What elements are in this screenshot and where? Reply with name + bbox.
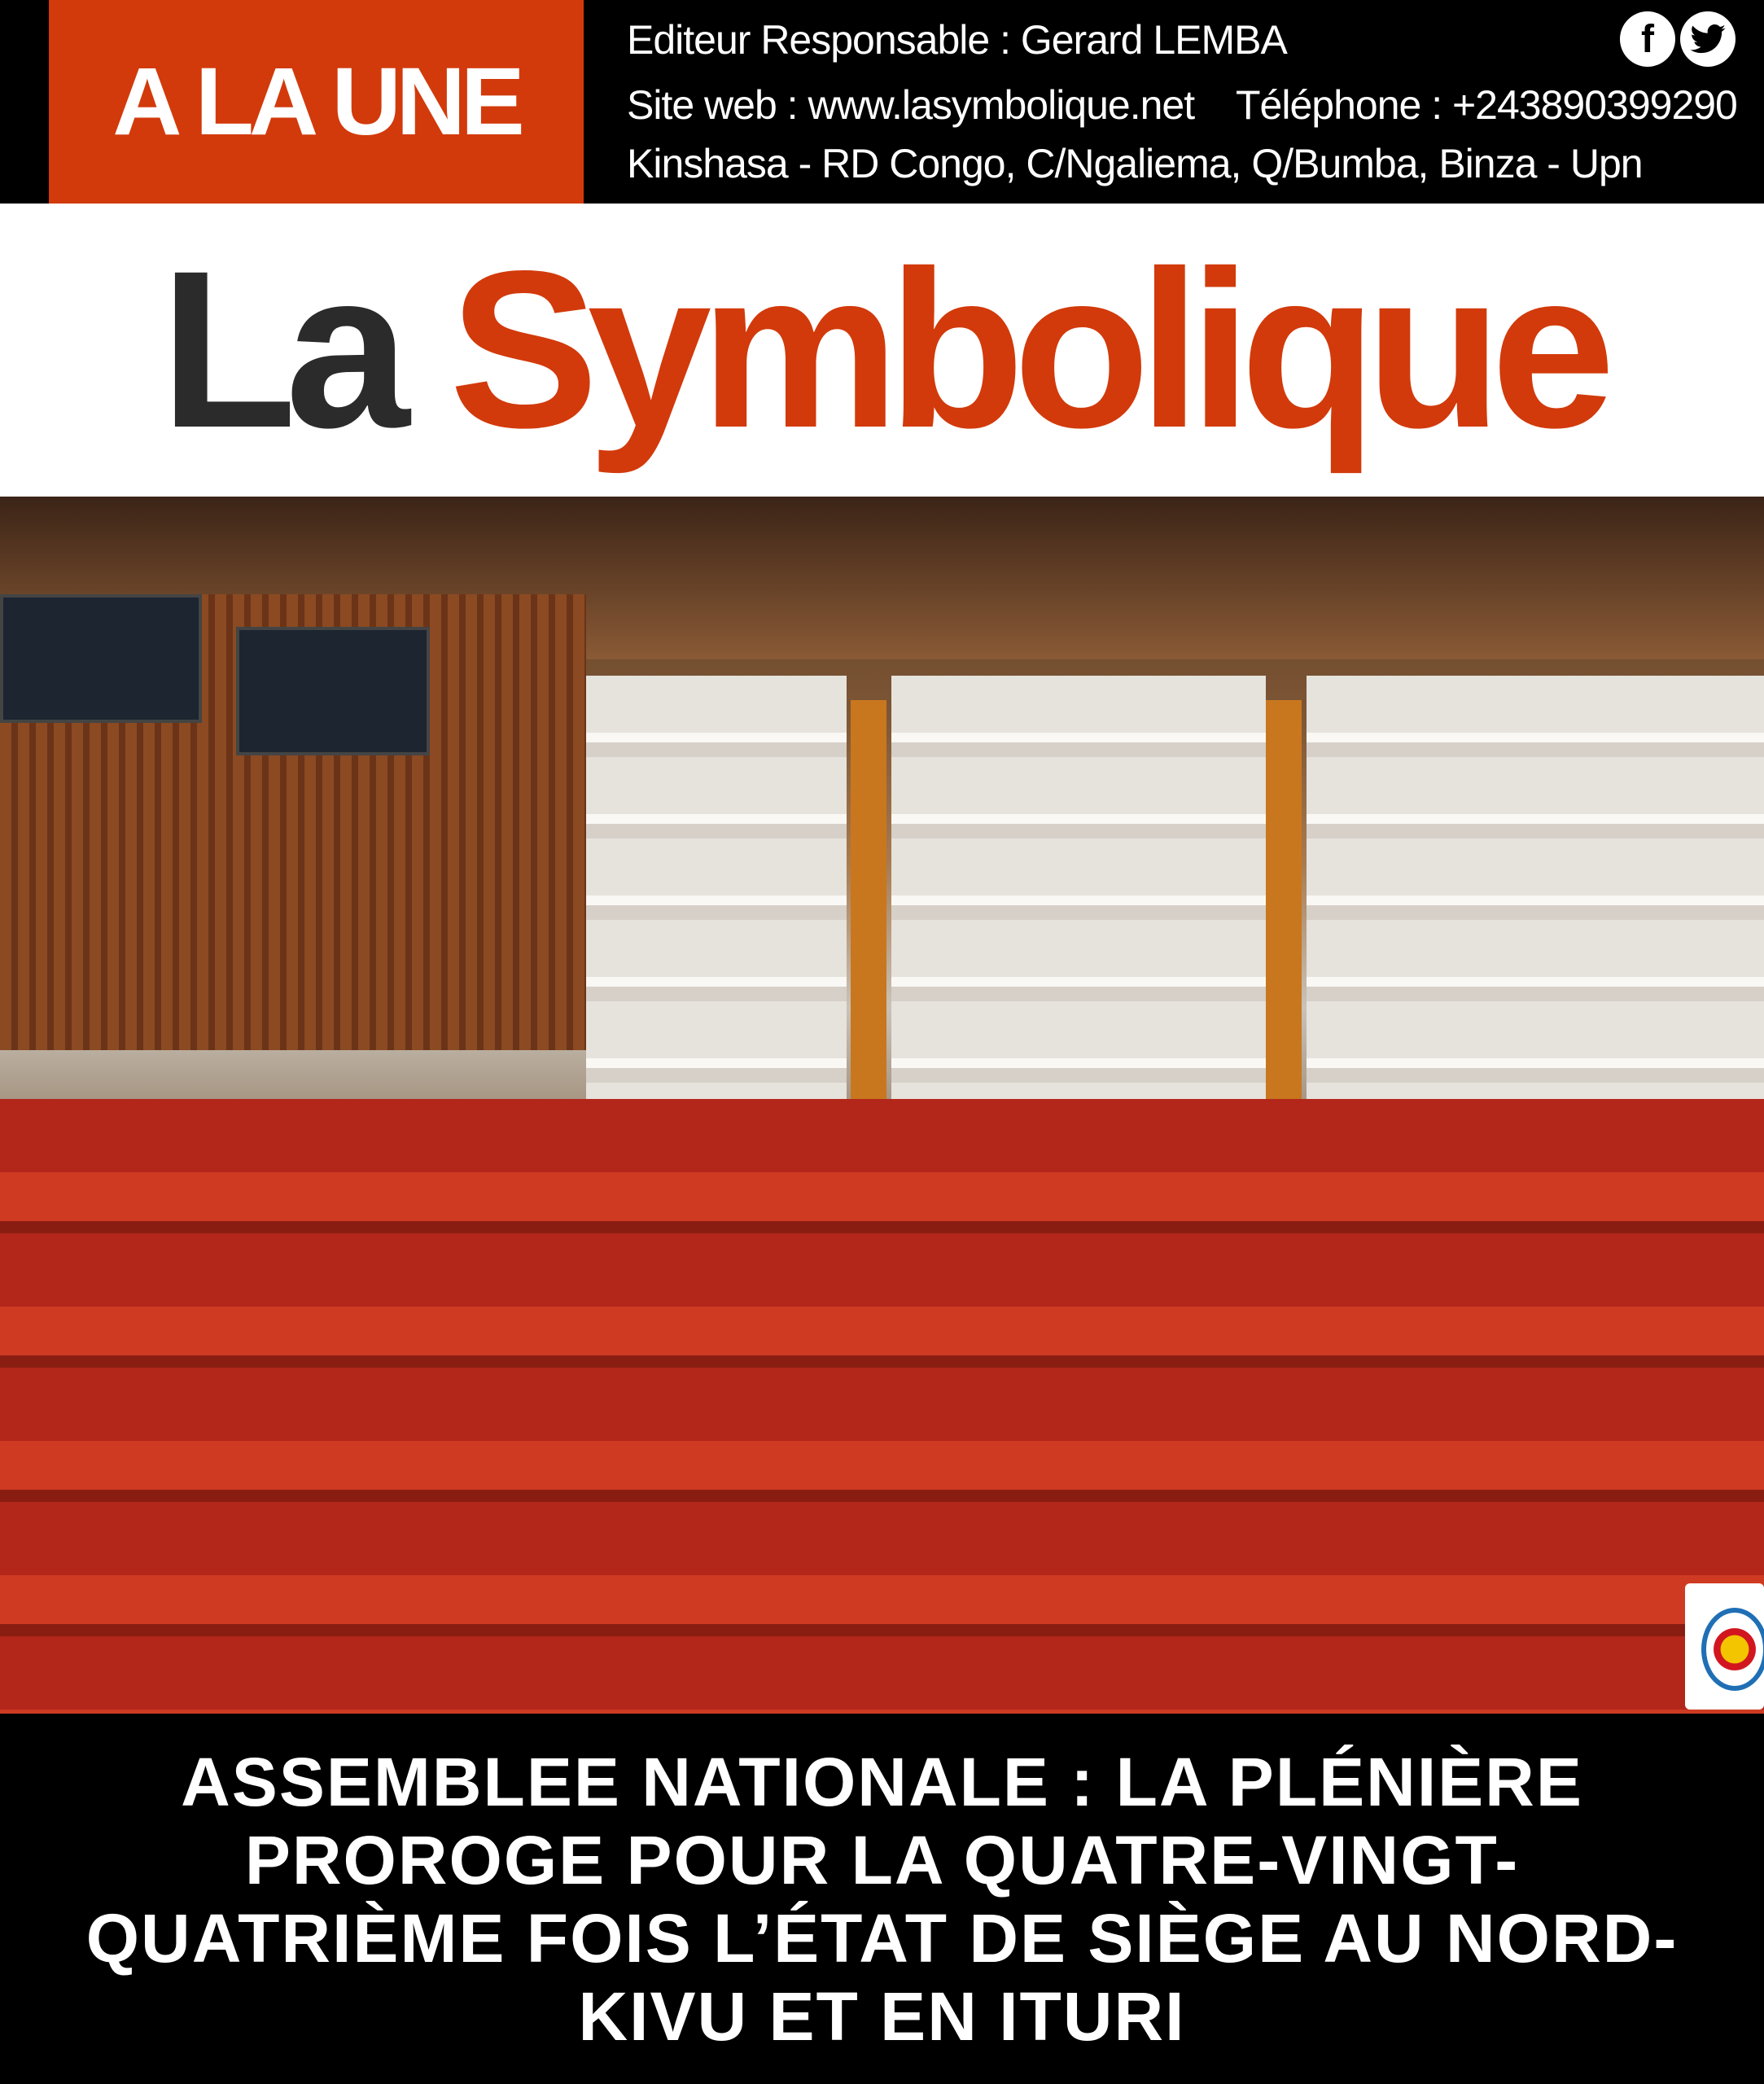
photo-red-seats xyxy=(0,1099,1764,1714)
photo-panel-3 xyxy=(1307,676,1764,1099)
twitter-icon[interactable] xyxy=(1680,11,1736,67)
phone-line: Téléphone : +243890399290 xyxy=(1236,82,1737,128)
assembly-photo xyxy=(0,497,1764,1714)
address-line: Kinshasa - RD Congo, C/Ngaliema, Q/Bumba, Binza - Upn xyxy=(627,141,1643,186)
photo-screen-left xyxy=(0,594,202,723)
a-la-une-badge: A LA UNE xyxy=(49,0,584,204)
photo-screen-right xyxy=(236,627,430,755)
photo-pillar-2 xyxy=(1266,700,1302,1156)
website-line: Site web : www.lasymbolique.net xyxy=(627,82,1195,128)
header-left-edge xyxy=(0,0,49,204)
emblem-seal-icon xyxy=(1701,1608,1764,1691)
photo-panel-1 xyxy=(586,676,847,1099)
headline-box xyxy=(0,1714,1764,2084)
headline: ASSEMBLEE NATIONALE : LA PLÉNIÈRE PROROGE POUR LA QUATRE-VINGT-QUATRIÈME FOIS L’ÉTAT DE SIÈGE AU NORD-KIVU ET EN ITURI xyxy=(85,1743,1679,2055)
logo-la: La xyxy=(160,225,399,475)
twitter-bird-icon xyxy=(1690,24,1726,54)
facebook-glyph: f xyxy=(1641,17,1654,61)
photo-pillar-1 xyxy=(851,700,886,1156)
logo-symbolique: Symbolique xyxy=(449,225,1604,475)
editor-line: Editeur Responsable : Gerard LEMBA xyxy=(627,17,1287,63)
facebook-icon[interactable] xyxy=(1620,11,1675,67)
site-logo[interactable] xyxy=(0,220,1764,480)
photo-panel-2 xyxy=(891,676,1266,1099)
coat-of-arms-emblem xyxy=(1685,1583,1764,1710)
